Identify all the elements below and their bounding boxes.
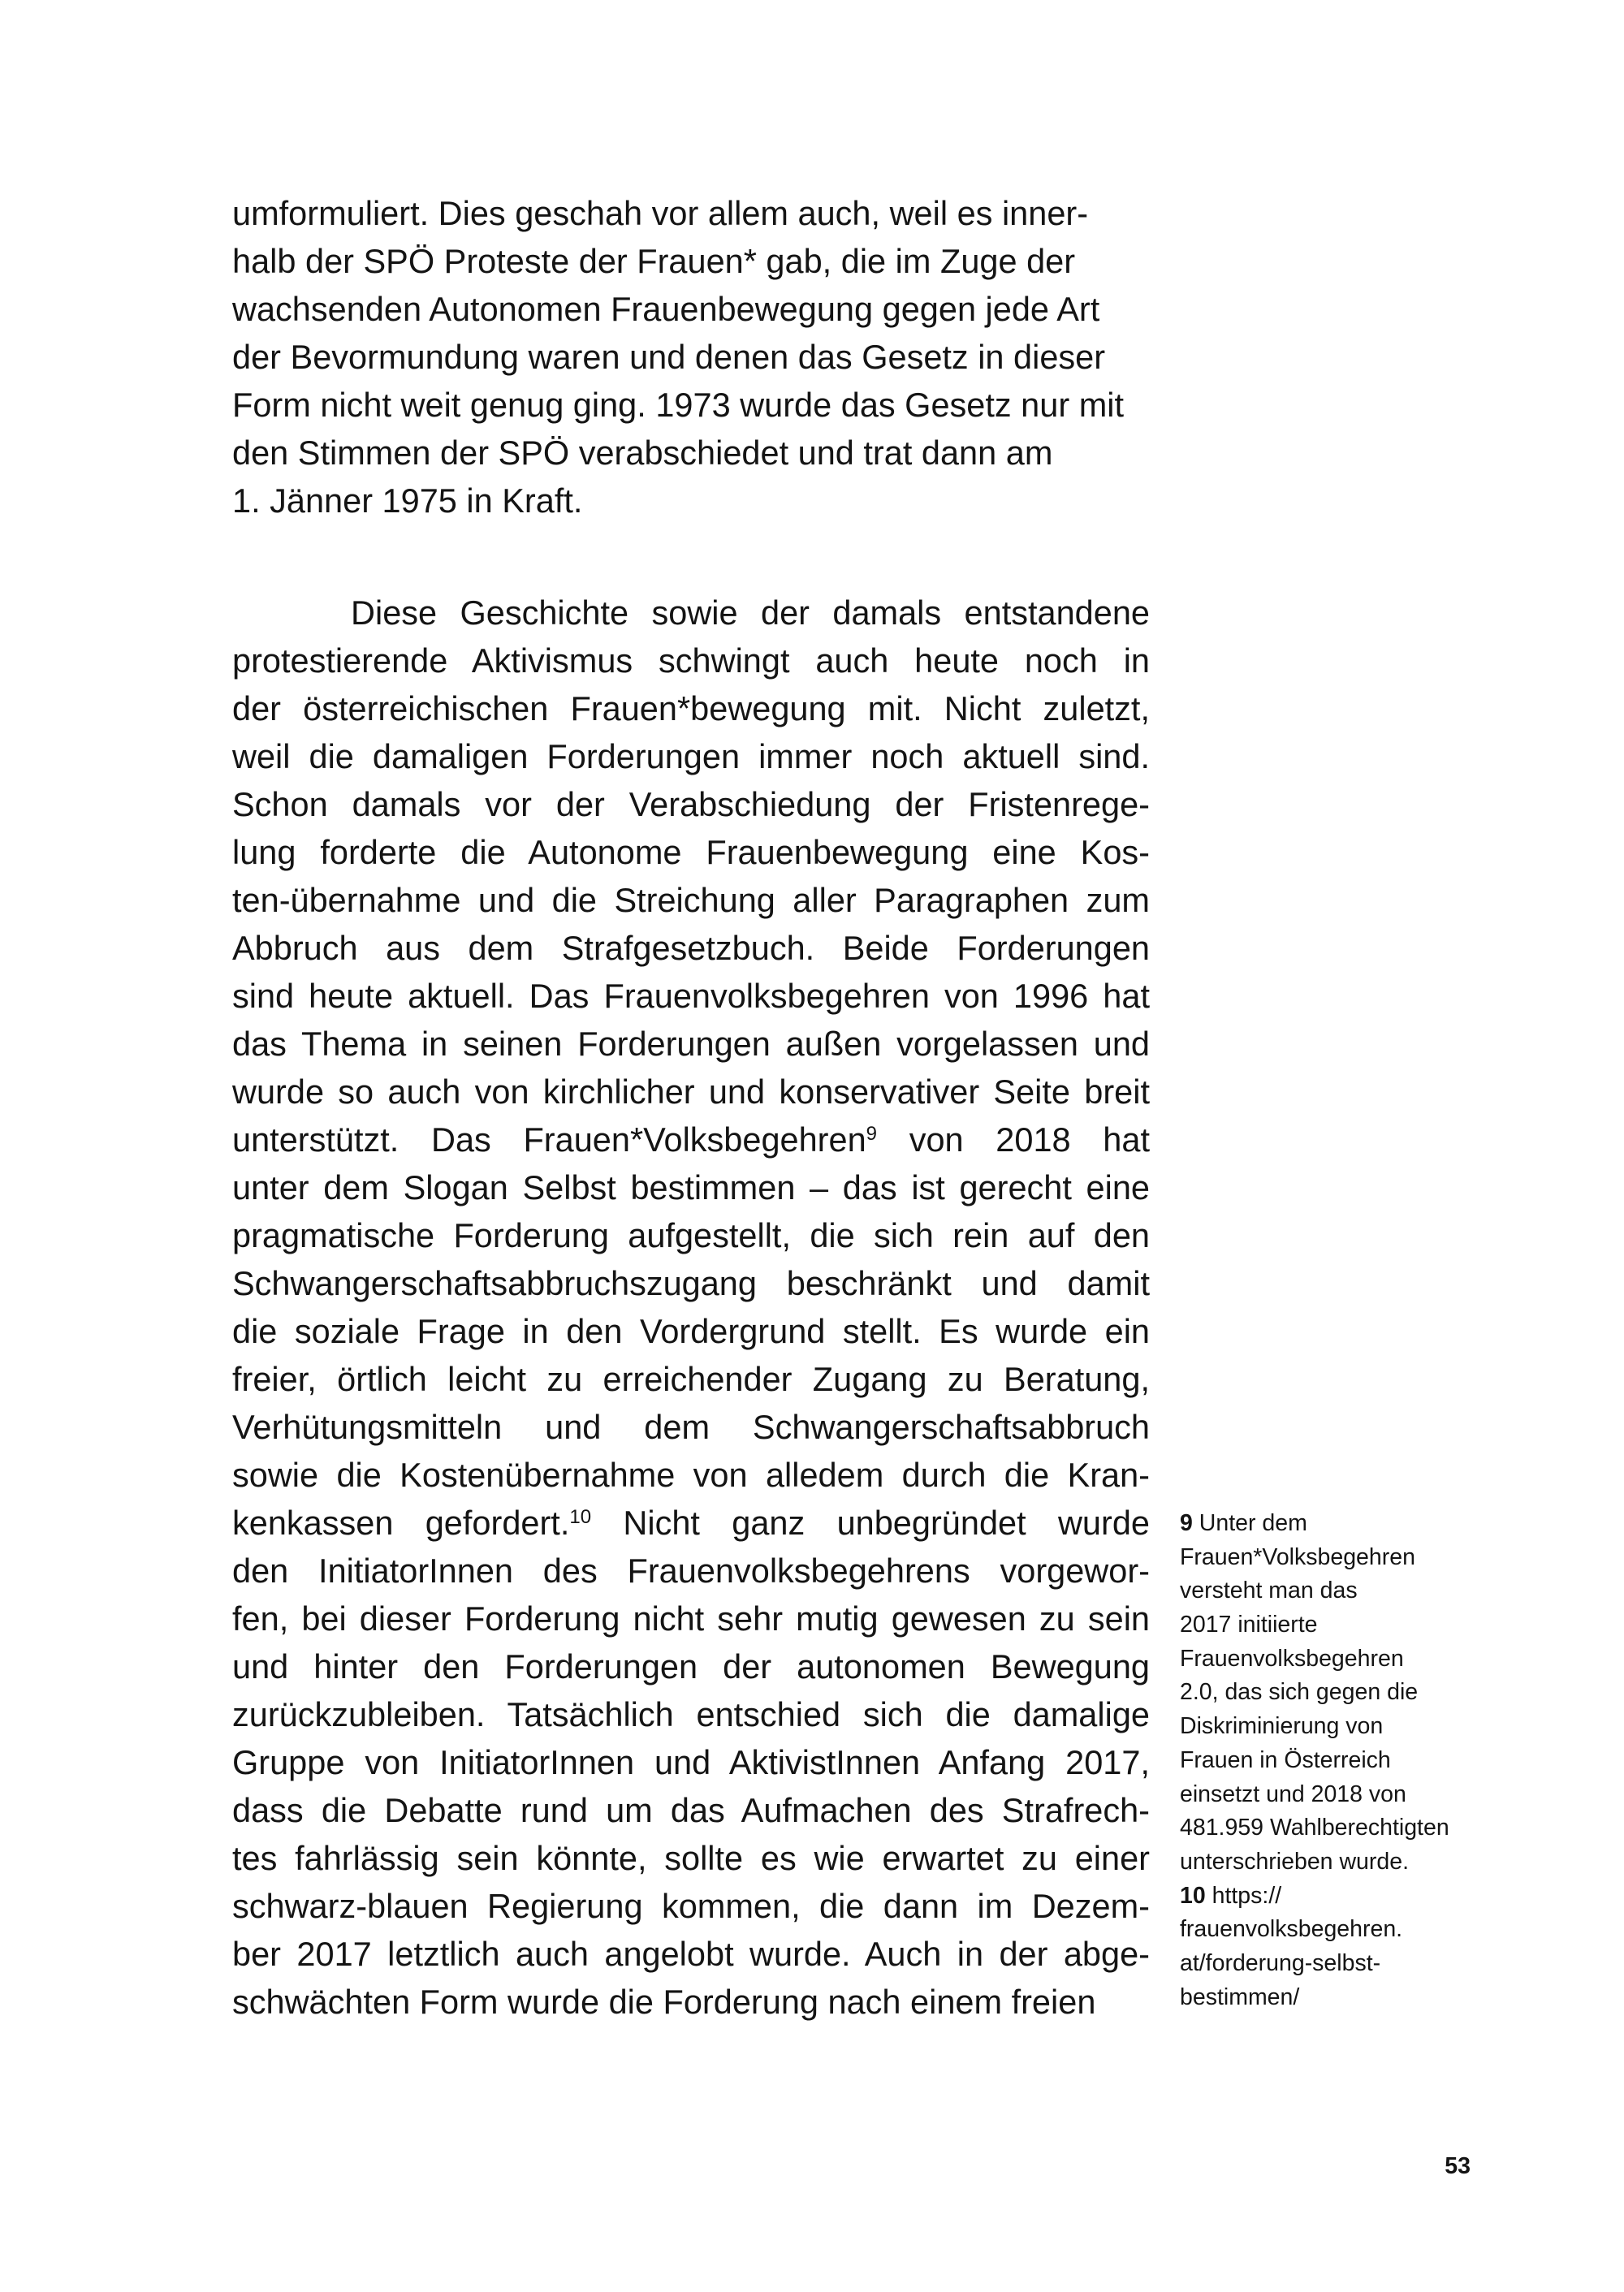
text-line: wachsenden Autonomen Frauenbewegung gegen jede Art: [232, 290, 1100, 328]
text-segment: von 2018 hat: [877, 1120, 1150, 1159]
footnote-line: [1180, 1947, 1488, 1981]
text-line: der österreichischen Frauen*bewegung mit. Nicht zuletzt,: [232, 689, 1150, 727]
text-line: schwarz-blauen Regierung kommen, die dann im Dezem-: [232, 1887, 1150, 1925]
text-line: [232, 1116, 1150, 1163]
text-line: [232, 1499, 1150, 1547]
footnote-line: [1180, 1845, 1488, 1880]
footnote-text: Unter dem: [1199, 1510, 1307, 1536]
footnote-reference: 9: [866, 1123, 878, 1145]
footnote-line: [1180, 1811, 1488, 1845]
footnote-line: [1180, 1642, 1488, 1677]
text-line: Gruppe von InitiatorInnen und AktivistInnen Anfang 2017,: [232, 1743, 1150, 1781]
footnote-text: unterschrieben wurde.: [1180, 1848, 1409, 1875]
footnote-line: [1180, 1913, 1488, 1947]
text-line: Verhütungsmitteln und dem Schwangerschaftsabbruch: [232, 1408, 1150, 1446]
footnote-text: 2.0, das sich gegen die: [1180, 1679, 1419, 1706]
text-segment: kenkassen gefordert.: [232, 1504, 570, 1542]
text-line: lung forderte die Autonome Frauenbewegung eine Kos-: [232, 833, 1150, 871]
text-line: 1. Jänner 1975 in Kraft.: [232, 481, 583, 520]
text-line: halb der SPÖ Proteste der Frauen* gab, die im Zuge der: [232, 242, 1076, 280]
footnote-line: [1180, 1981, 1488, 2015]
text-line: weil die damaligen Forderungen immer noch aktuell sind.: [232, 737, 1150, 775]
text-line: den InitiatorInnen des Frauenvolksbegehrens vorgewor-: [232, 1552, 1150, 1590]
footnote-line: [1180, 1507, 1488, 1541]
paragraph-2: [232, 589, 1150, 2026]
footnote-text: bestimmen/: [1180, 1983, 1300, 2010]
text-line: ber 2017 letztlich auch angelobt wurde. Auch in der abge-: [232, 1935, 1150, 1973]
footnote-text: frauenvolksbegehren.: [1180, 1916, 1403, 1943]
text-line: zurückzubleiben. Tatsächlich entschied sich die damalige: [232, 1695, 1150, 1733]
text-line: der Bevormundung waren und denen das Gesetz in dieser: [232, 338, 1106, 376]
text-line: die soziale Frage in den Vordergrund stellt. Es wurde ein: [232, 1312, 1150, 1350]
footnote-text: Diskriminierung von: [1180, 1713, 1384, 1740]
footnote-reference: 10: [569, 1506, 592, 1528]
text-line: unter dem Slogan Selbst bestimmen – das ist gerecht eine: [232, 1168, 1150, 1206]
footnote-number: 10: [1180, 1882, 1206, 1909]
text-segment: unterstützt. Das Frauen*Volksbegehren: [232, 1120, 866, 1159]
footnote-text: 2017 initiierte: [1180, 1612, 1318, 1638]
text-line: Form nicht weit genug ging. 1973 wurde das Gesetz nur mit: [232, 386, 1125, 424]
page-number: 53: [1445, 2153, 1471, 2179]
text-line: wurde so auch von kirchlicher und konservativer Seite breit: [232, 1073, 1150, 1111]
text-line: Schwangerschaftsabbruchszugang beschränkt und damit: [232, 1264, 1150, 1302]
footnote-line: [1180, 1710, 1488, 1744]
text-line: fen, bei dieser Forderung nicht sehr mutig gewesen zu sein: [232, 1599, 1150, 1638]
text-line: Diese Geschichte sowie der damals entstandene: [351, 594, 1150, 632]
text-line: tes fahrlässig sein könnte, sollte es wie erwartet zu einer: [232, 1839, 1150, 1877]
footnote-text: Frauen in Österreich: [1180, 1746, 1391, 1773]
text-line: sowie die Kostenübernahme von alledem durch die Kran-: [232, 1456, 1150, 1494]
text-line: Abbruch aus dem Strafgesetzbuch. Beide Forderungen: [232, 929, 1150, 967]
text-line: umformuliert. Dies geschah vor allem auch, weil es inner-: [232, 194, 1089, 232]
text-line: freier, örtlich leicht zu erreichender Zugang zu Beratung,: [232, 1360, 1150, 1398]
text-line: das Thema in seinen Forderungen außen vorgelassen und: [232, 1025, 1150, 1063]
text-line: protestierende Aktivismus schwingt auch heute noch in: [232, 641, 1150, 680]
text-line: dass die Debatte rund um das Aufmachen des Strafrech-: [232, 1791, 1150, 1829]
footnote-line: [1180, 1574, 1488, 1608]
text-segment: Nicht ganz unbegründet wurde: [591, 1504, 1150, 1542]
text-line: pragmatische Forderung aufgestellt, die sich rein auf den: [232, 1216, 1150, 1254]
text-line: den Stimmen der SPÖ verabschiedet und trat dann am: [232, 434, 1053, 472]
footnote-line: [1180, 1744, 1488, 1778]
footnote-line: [1180, 1778, 1488, 1812]
text-line: ten-übernahme und die Streichung aller Paragraphen zum: [232, 881, 1150, 919]
footnote-number: 9: [1180, 1510, 1193, 1536]
text-line: sind heute aktuell. Das Frauenvolksbegehren von 1996 hat: [232, 977, 1150, 1015]
footnotes: [1180, 1507, 1488, 2014]
footnote-text: einsetzt und 2018 von: [1180, 1781, 1406, 1807]
footnote-line: [1180, 1880, 1488, 1914]
paragraph-1: [232, 189, 1150, 524]
footnote-line: [1180, 1608, 1488, 1642]
footnote-text: versteht man das: [1180, 1578, 1358, 1604]
footnote-text: at/forderung-selbst-: [1180, 1949, 1381, 1976]
footnote-line: [1180, 1541, 1488, 1575]
footnote-line: [1180, 1676, 1488, 1710]
footnote-text: Frauenvolksbegehren: [1180, 1645, 1404, 1672]
footnote-text: https://: [1212, 1882, 1282, 1909]
footnote-text: 481.959 Wahlberechtigten: [1180, 1815, 1449, 1841]
text-line: schwächten Form wurde die Forderung nach einem freien: [232, 1983, 1096, 2021]
text-line: Schon damals vor der Verabschiedung der Fristenrege-: [232, 785, 1150, 823]
text-line: und hinter den Forderungen der autonomen Bewegung: [232, 1647, 1150, 1686]
footnote-text: Frauen*Volksbegehren: [1180, 1543, 1415, 1570]
